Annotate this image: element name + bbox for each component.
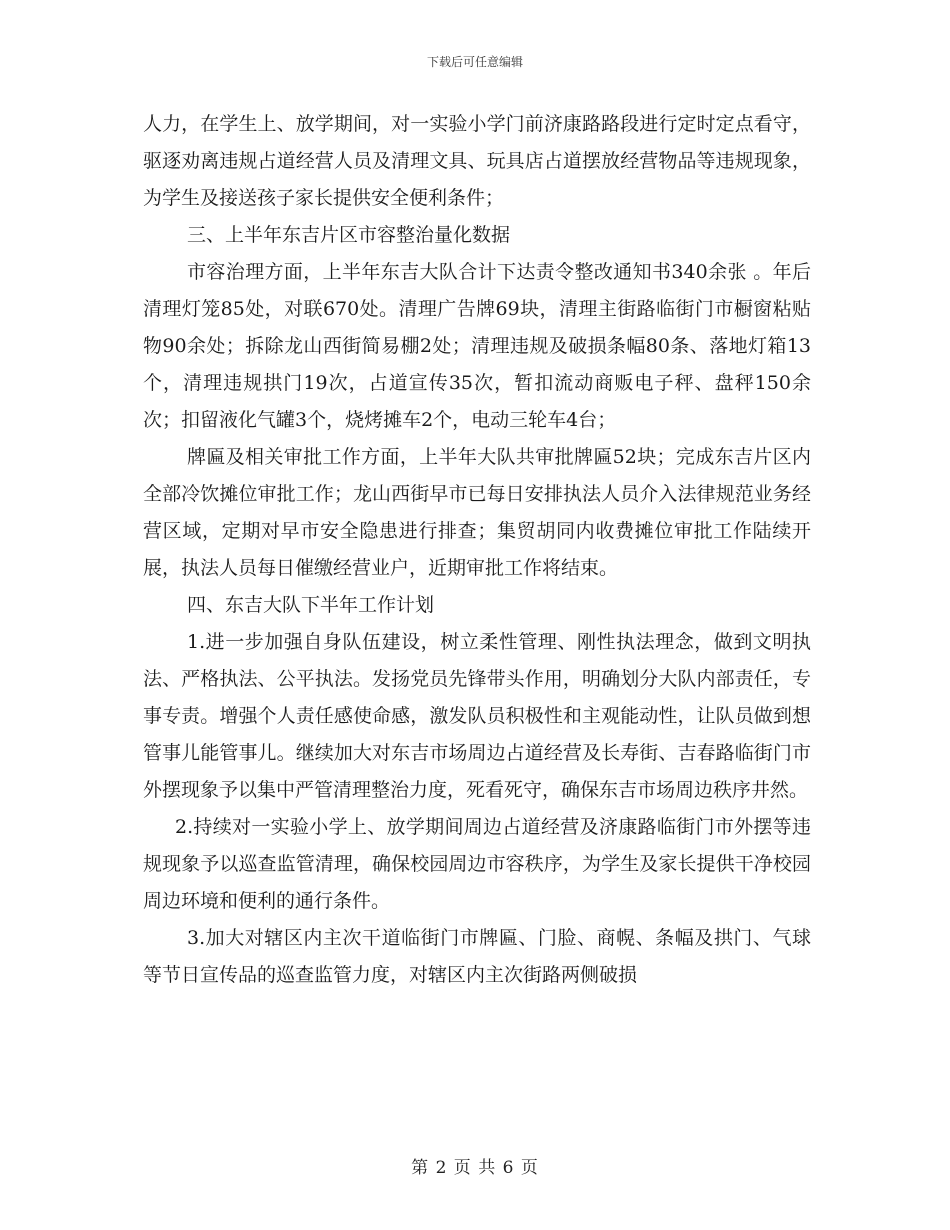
list-item: 3.加大对辖区内主次干道临街门市牌匾、门脸、商幌、条幅及拱门、气球等节日宣传品的巡查监管力度，对辖区内主次街路两侧破损: [143, 927, 811, 986]
paragraph: 牌匾及相关审批工作方面，上半年大队共审批牌匾52块；完成东吉片区内全部冷饮摊位审批工作；龙山西街早市已每日安排执法人员介入法律规范业务经营区域，定期对早市安全隐患进行排查；集贸胡同内收费摊位审批工作陆续开展，执法人员每日催缴经营业户，近期审批工作将结束。: [143, 446, 811, 579]
paragraph: 市容治理方面，上半年东吉大队合计下达责令整改通知书340余张 。年后清理灯笼85处，对联670处。清理广告牌69块，清理主街路临街门市橱窗粘贴物90余处；拆除龙山西街简易棚2处；清理违规及破损条幅80条、落地灯箱13个，清理违规拱门19次，占道宣传35次，暂扣流动商贩电子秤、盘秤150余次；扣留液化气罐3个，烧烤摊车2个，电动三轮车4台；: [143, 261, 811, 431]
section-heading: 三、上半年东吉片区市容整治量化数据: [187, 224, 511, 246]
page-number: 第 2 页 共 6 页: [411, 1158, 539, 1178]
section-heading: 四、东吉大队下半年工作计划: [187, 594, 435, 616]
document-body: [143, 106, 811, 994]
list-item: 2.持续对一实验小学上、放学期间周边占道经营及济康路临街门市外摆等违规现象予以巡查监管清理，确保校园周边市容秩序，为学生及家长提供干净校园周边环境和便利的通行条件。: [143, 816, 811, 912]
page-header: 下载后可任意编辑: [426, 55, 523, 69]
list-item: 1.进一步加强自身队伍建设，树立柔性管理、刚性执法理念，做到文明执法、严格执法、公平执法。发扬党员先锋带头作用，明确划分大队内部责任，专事专责。增强个人责任感使命感，激发队员积极性和主观能动性，让队员做到想管事儿能管事儿。继续加大对东吉市场周边占道经营及长寿街、吉春路临街门市外摆现象予以集中严管清理整治力度，死看死守，确保东吉市场周边秩序井然。: [143, 631, 811, 801]
paragraph: 人力，在学生上、放学期间，对一实验小学门前济康路路段进行定时定点看守，驱逐劝离违规占道经营人员及清理文具、玩具店占道摆放经营物品等违规现象，为学生及接送孩子家长提供安全便利条件；: [143, 113, 811, 209]
